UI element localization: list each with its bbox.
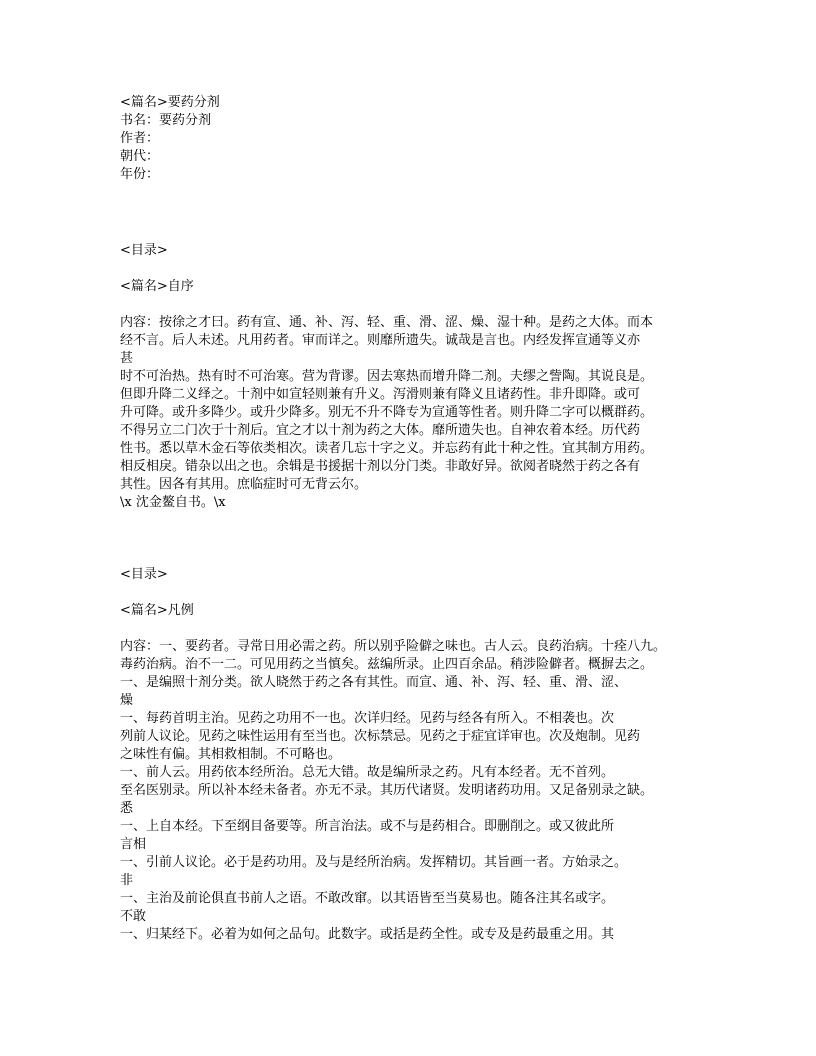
fanli-line: 一、上自本经。下至纲目备要等。所言治法。或不与是药相合。即删削之。或又彼此所 bbox=[120, 819, 615, 834]
fanli-line: 一、是编照十剂分类。欲人晓然于药之各有其性。而宣、通、补、泻、轻、重、滑、涩、 bbox=[120, 675, 628, 690]
fanli-body bbox=[120, 638, 720, 944]
fanli-line: 悉 bbox=[120, 801, 134, 816]
preface-line: 经不言。后人未述。凡用药者。审而详之。则靡所遗失。诚哉是言也。内经发挥宣通等义亦 bbox=[120, 333, 641, 348]
preface-line: 时不可治热。热有时不可治寒。营为背谬。因去寒热而增升降二剂。夫缪之訾陶。其说良是。 bbox=[120, 369, 654, 384]
preface-line: 相反相戾。错杂以出之也。余辑是书援据十剂以分门类。非敢好异。欲阅者晓然于药之各有 bbox=[120, 459, 641, 474]
fanli-line: 内容：一、要药者。寻常日用必需之药。所以别乎险僻之味也。古人云。良药治病。十痊八九。 bbox=[120, 639, 667, 654]
preface-line: 但即升降二义绎之。十剂中如宣轻则兼有升义。泻滑则兼有降义且诸药性。非升即降。或可 bbox=[120, 387, 641, 402]
preface-line: 内容：按徐之才曰。药有宣、通、补、泻、轻、重、滑、涩、燥、湿十种。是药之大体。而本 bbox=[120, 315, 654, 330]
preface-heading: <篇名>自序 bbox=[120, 279, 194, 294]
fanli-line: 一、每药首明主治。见药之功用不一也。次详归经。见药与经各有所入。不相袭也。次 bbox=[120, 711, 615, 726]
fanli-line: 毒药治病。治不一二。可见用药之当慎矣。兹编所录。止四百余品。稍涉险僻者。概摒去之。 bbox=[120, 657, 654, 672]
fanli-line: 一、归某经下。必着为如何之品句。此数字。或括是药全性。或专及是药最重之用。其 bbox=[120, 927, 615, 942]
document-page bbox=[120, 94, 720, 944]
fanli-line: 之味性有偏。其相救相制。不可略也。 bbox=[120, 747, 342, 762]
fanli-line: 列前人议论。见药之味性运用有至当也。次标禁忌。见药之于症宜详审也。次及炮制。见药 bbox=[120, 729, 641, 744]
fanli-line: 非 bbox=[120, 873, 134, 888]
preface-signature: \x 沈金鳌自书。\x bbox=[120, 495, 226, 510]
fanli-line: 言相 bbox=[120, 837, 147, 852]
fanli-line: 不敢 bbox=[120, 909, 147, 924]
fanli-heading: <篇名>凡例 bbox=[120, 603, 194, 618]
dynasty-line: 朝代： bbox=[120, 149, 160, 164]
fanli-line: 至名医别录。所以补本经未备者。亦无不录。其历代诸贤。发明诸药功用。又足备别录之缺。 bbox=[120, 783, 654, 798]
fanli-line: 一、引前人议论。必于是药功用。及与是经所治病。发挥精切。其旨画一者。方始录之。 bbox=[120, 855, 628, 870]
toc-heading: <目录> bbox=[120, 567, 168, 582]
preface-body bbox=[120, 314, 720, 512]
preface-line: 甚 bbox=[120, 351, 134, 366]
preface-line: 不得另立二门次于十剂后。宜之才以十剂为药之大体。靡所遗失也。自神农着本经。历代药 bbox=[120, 423, 641, 438]
year-line: 年份： bbox=[120, 167, 160, 182]
fanli-line: 燥 bbox=[120, 693, 134, 708]
fanli-line: 一、主治及前论俱直书前人之语。不敢改窜。以其语皆至当莫易也。随各注其名或字。 bbox=[120, 891, 615, 906]
title-line: <篇名>要药分剂 bbox=[120, 95, 220, 110]
preface-line: 升可降。或升多降少。或升少降多。别无不升不降专为宣通等性者。则升降二字可以概群药。 bbox=[120, 405, 654, 420]
toc-heading: <目录> bbox=[120, 243, 168, 258]
book-name-line: 书名：要药分剂 bbox=[120, 113, 212, 128]
fanli-line: 一、前人云。用药依本经所治。总无大错。故是编所录之药。凡有本经者。无不首列。 bbox=[120, 765, 615, 780]
preface-line: 其性。因各有其用。庶临症时可无背云尔。 bbox=[120, 477, 368, 492]
author-line: 作者： bbox=[120, 131, 160, 146]
preface-line: 性书。悉以草木金石等依类相次。读者几忘十字之义。并忘药有此十种之性。宜其制方用药。 bbox=[120, 441, 654, 456]
